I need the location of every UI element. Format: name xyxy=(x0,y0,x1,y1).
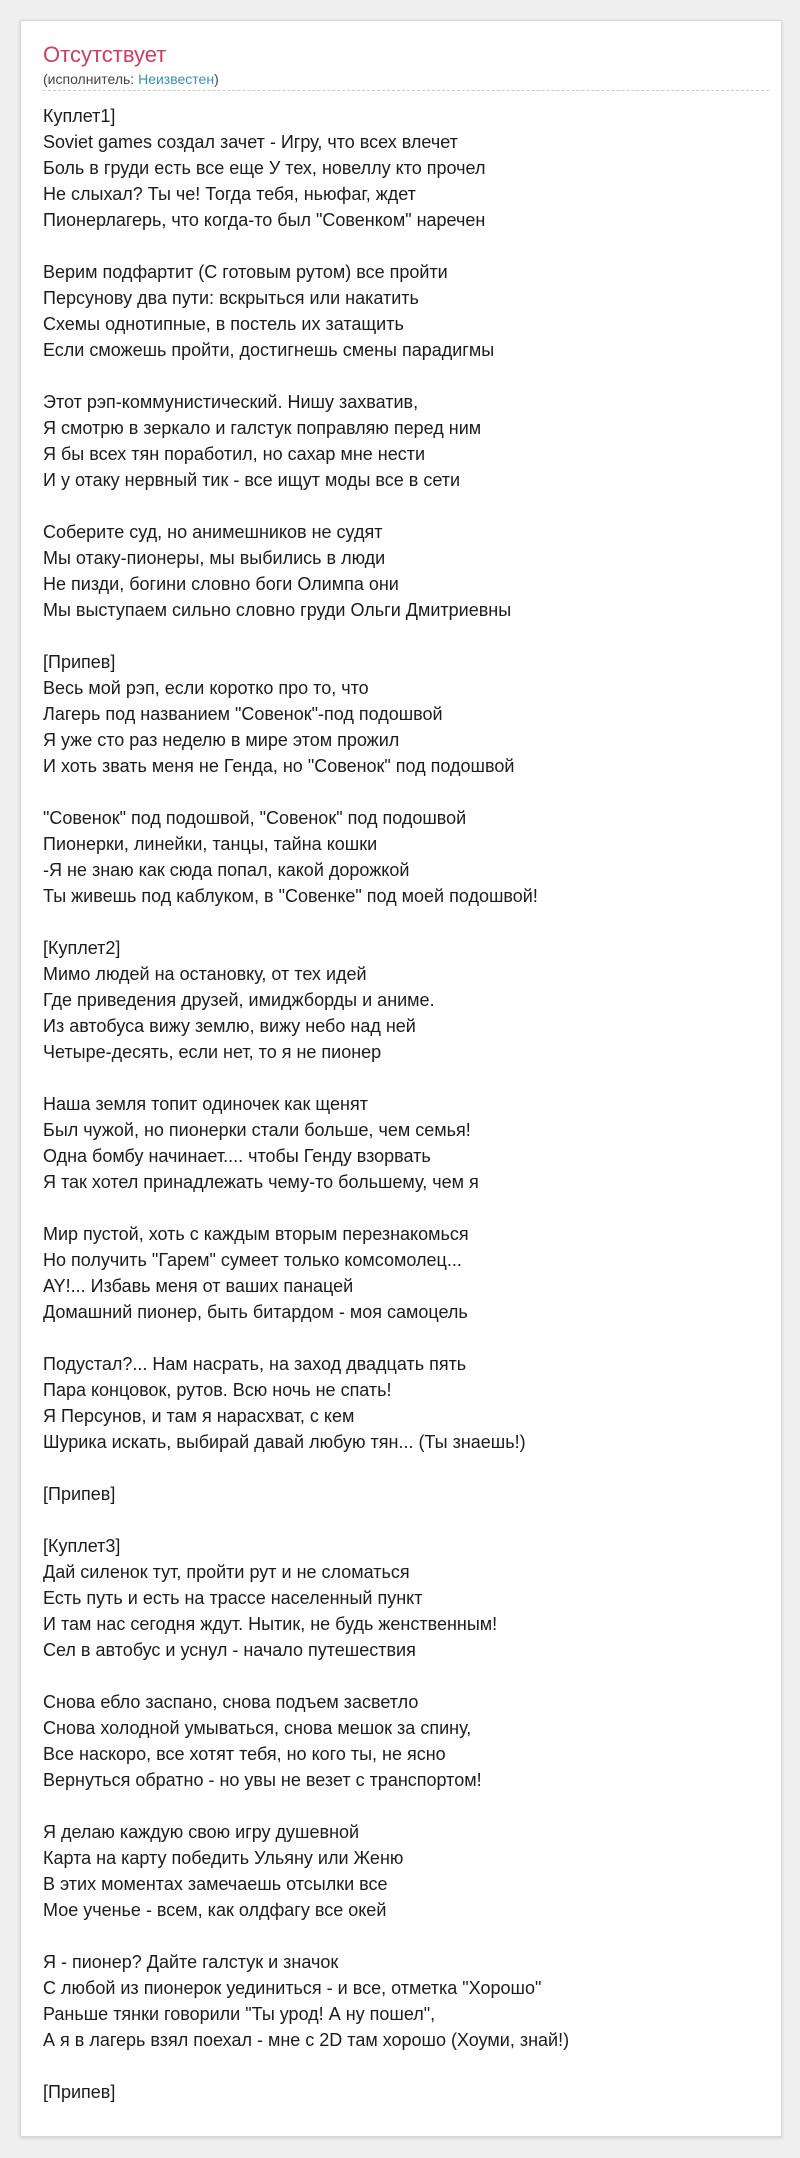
lyric-line: Soviet games создал зачет - Игру, что всех влечет xyxy=(43,132,458,152)
artist-link[interactable]: Неизвестен xyxy=(138,71,215,87)
lyric-line: Я смотрю в зеркало и галстук поправляю перед ним xyxy=(43,418,482,438)
lyric-line: И хоть звать меня не Генда, но "Совенок" под подошвой xyxy=(43,756,515,776)
lyric-line: Весь мой рэп, если коротко про то, что xyxy=(43,678,369,698)
lyric-line: Я бы всех тян поработил, но сахар мне нести xyxy=(43,444,426,464)
lyric-line: Я уже сто раз неделю в мире этом прожил xyxy=(43,730,400,750)
lyric-line: Если сможешь пройти, достигнешь смены парадигмы xyxy=(43,340,495,360)
artist-line xyxy=(43,70,769,91)
lyrics-body xyxy=(43,103,781,2105)
lyric-line: Пара концовок, рутов. Всю ночь не спать! xyxy=(43,1380,392,1400)
lyric-line: Мир пустой, хоть с каждым вторым перезнакомься xyxy=(43,1224,469,1244)
lyrics-stanza xyxy=(43,1819,781,1923)
lyric-line: "Совенок" под подошвой, "Совенок" под подошвой xyxy=(43,808,467,828)
lyric-line: [Припев] xyxy=(43,1484,116,1504)
lyric-line: Лагерь под названием "Совенок"-под подошвой xyxy=(43,704,443,724)
artist-suffix: ) xyxy=(214,71,219,87)
lyric-line: С любой из пионерок уединиться - и все, отметка "Хорошо" xyxy=(43,1978,542,1998)
lyric-line: Этот рэп-коммунистический. Нишу захватив, xyxy=(43,392,419,412)
lyric-line: Мы выступаем сильно словно груди Ольги Дмитриевны xyxy=(43,600,512,620)
lyric-line: Но получить "Гарем" сумеет только комсомолец... xyxy=(43,1250,462,1270)
lyric-line: Наша земля топит одиночек как щенят xyxy=(43,1094,368,1114)
lyric-line: Подустал?... Нам насрать, на заход двадцать пять xyxy=(43,1354,467,1374)
lyrics-stanza xyxy=(43,1221,781,1325)
lyric-line: Снова ебло заспано, снова подъем засветло xyxy=(43,1692,419,1712)
lyrics-stanza xyxy=(43,1481,781,1507)
lyric-line: Не пизди, богини словно боги Олимпа они xyxy=(43,574,399,594)
lyric-line: Вернуться обратно - но увы не везет с транспортом! xyxy=(43,1770,482,1790)
lyric-line: [Припев] xyxy=(43,2082,116,2102)
lyric-line: -Я не знаю как сюда попал, какой дорожкой xyxy=(43,860,410,880)
lyric-line: И у отаку нервный тик - все ищут моды все в сети xyxy=(43,470,461,490)
lyrics-stanza xyxy=(43,2079,781,2105)
lyric-line: Я - пионер? Дайте галстук и значок xyxy=(43,1952,339,1972)
lyric-line: Шурика искать, выбирай давай любую тян... (Ты знаешь!) xyxy=(43,1432,526,1452)
lyric-line: Я так хотел принадлежать чему-то большему, чем я xyxy=(43,1172,479,1192)
lyric-line: Карта на карту победить Ульяну или Женю xyxy=(43,1848,404,1868)
lyric-line: А я в лагерь взял поехал - мне с 2D там хорошо (Хоуми, знай!) xyxy=(43,2030,570,2050)
lyric-line: Схемы однотипные, в постель их затащить xyxy=(43,314,404,334)
lyric-line: Снова холодной умываться, снова мешок за спину, xyxy=(43,1718,472,1738)
lyric-line: Я Персунов, и там я нарасхват, с кем xyxy=(43,1406,355,1426)
artist-prefix: (исполнитель: xyxy=(43,71,139,87)
lyrics-stanza xyxy=(43,1351,781,1455)
lyrics-stanza xyxy=(43,649,781,779)
lyrics-stanza xyxy=(43,1949,781,2053)
lyrics-stanza xyxy=(43,805,781,909)
lyric-line: Ты живешь под каблуком, в "Совенке" под моей подошвой! xyxy=(43,886,538,906)
lyric-line: Мы отаку-пионеры, мы выбились в люди xyxy=(43,548,386,568)
lyrics-card xyxy=(20,20,782,2137)
lyrics-stanza xyxy=(43,389,781,493)
lyric-line: Домашний пионер, быть битардом - моя самоцель xyxy=(43,1302,468,1322)
lyric-line: Из автобуса вижу землю, вижу небо над ней xyxy=(43,1016,416,1036)
lyric-line: Дай силенок тут, пройти рут и не сломаться xyxy=(43,1562,410,1582)
lyric-line: Мимо людей на остановку, от тех идей xyxy=(43,964,367,984)
lyrics-stanza xyxy=(43,1689,781,1793)
song-title: Отсутствует xyxy=(43,42,167,67)
lyric-line: Есть путь и есть на трассе населенный пункт xyxy=(43,1588,423,1608)
lyric-line: Раньше тянки говорили "Ты урод! А ну пошел", xyxy=(43,2004,436,2024)
lyrics-stanza xyxy=(43,1091,781,1195)
lyric-line: Соберите суд, но анимешников не судят xyxy=(43,522,383,542)
lyric-line: Верим подфартит (С готовым рутом) все пройти xyxy=(43,262,448,282)
lyric-line: Боль в груди есть все еще У тех, новеллу кто прочел xyxy=(43,158,486,178)
lyrics-stanza xyxy=(43,519,781,623)
lyric-line: Пионерлагерь, что когда-то был "Совенком" наречен xyxy=(43,210,486,230)
lyrics-stanza xyxy=(43,935,781,1065)
lyric-line: Был чужой, но пионерки стали больше, чем семья! xyxy=(43,1120,471,1140)
lyric-line: Все наскоро, все хотят тебя, но кого ты, не ясно xyxy=(43,1744,446,1764)
lyric-line: Я делаю каждую свою игру душевной xyxy=(43,1822,360,1842)
lyric-line: Где приведения друзей, имиджборды и аниме. xyxy=(43,990,435,1010)
lyric-line: [Припев] xyxy=(43,652,116,672)
lyric-line: Одна бомбу начинает.... чтобы Генду взорвать xyxy=(43,1146,431,1166)
lyrics-stanza xyxy=(43,1533,781,1663)
lyrics-stanza xyxy=(43,259,781,363)
lyric-line: Куплет1] xyxy=(43,106,116,126)
lyric-line: В этих моментах замечаешь отсылки все xyxy=(43,1874,388,1894)
lyrics-stanza xyxy=(43,103,781,233)
lyric-line: Мое ученье - всем, как олдфагу все окей xyxy=(43,1900,387,1920)
lyric-line: Пионерки, линейки, танцы, тайна кошки xyxy=(43,834,378,854)
lyric-line: Персунову два пути: вскрыться или накатить xyxy=(43,288,419,308)
lyric-line: AY!... Избавь меня от ваших панацей xyxy=(43,1276,354,1296)
lyric-line: [Куплет3] xyxy=(43,1536,121,1556)
lyric-line: И там нас сегодня ждут. Нытик, не будь женственным! xyxy=(43,1614,498,1634)
lyric-line: Четыре-десять, если нет, то я не пионер xyxy=(43,1042,382,1062)
lyric-line: Не слыхал? Ты че! Тогда тебя, ньюфаг, ждет xyxy=(43,184,416,204)
lyric-line: Сел в автобус и уснул - начало путешествия xyxy=(43,1640,416,1660)
lyric-line: [Куплет2] xyxy=(43,938,121,958)
